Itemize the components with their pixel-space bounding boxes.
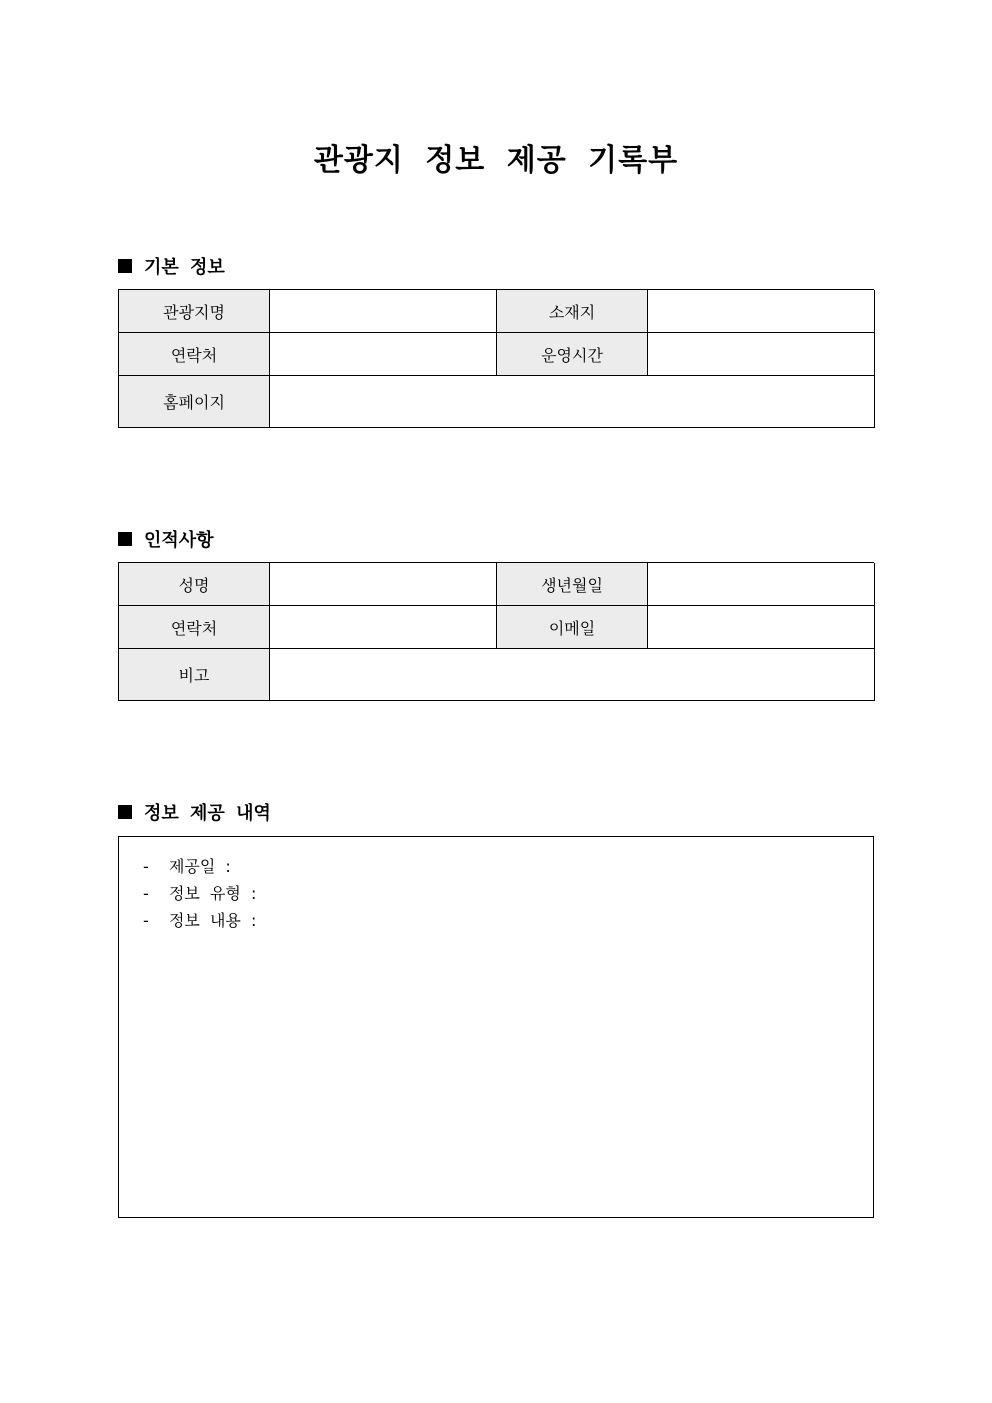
field-operating-hours[interactable] xyxy=(648,333,875,376)
section-heading-personal xyxy=(118,526,214,552)
field-contact[interactable] xyxy=(270,333,497,376)
section-heading-basic-text: 기본 정보 xyxy=(144,257,225,278)
square-bullet-icon xyxy=(118,805,132,819)
basic-info-table xyxy=(118,289,874,428)
details-line-provided-date: - 제공일 : xyxy=(143,857,231,876)
details-memo-box[interactable] xyxy=(118,836,874,1218)
section-heading-details xyxy=(118,799,271,825)
field-birth-date[interactable] xyxy=(648,563,875,606)
label-location: 소재지 xyxy=(497,290,648,333)
personal-info-table xyxy=(118,562,874,701)
field-attraction-name[interactable] xyxy=(270,290,497,333)
label-person-name: 성명 xyxy=(119,563,270,606)
label-birth-date: 생년월일 xyxy=(497,563,648,606)
details-line-info-content: - 정보 내용 : xyxy=(143,911,257,930)
field-person-name[interactable] xyxy=(270,563,497,606)
field-email[interactable] xyxy=(648,606,875,649)
details-line-info-type: - 정보 유형 : xyxy=(143,884,257,903)
label-attraction-name: 관광지명 xyxy=(119,290,270,333)
square-bullet-icon xyxy=(118,532,132,546)
field-person-contact[interactable] xyxy=(270,606,497,649)
field-location[interactable] xyxy=(648,290,875,333)
section-heading-details-text: 정보 제공 내역 xyxy=(144,803,271,824)
label-email: 이메일 xyxy=(497,606,648,649)
label-person-contact: 연락처 xyxy=(119,606,270,649)
field-homepage[interactable] xyxy=(270,376,875,428)
label-homepage: 홈페이지 xyxy=(119,376,270,428)
section-heading-basic xyxy=(118,253,225,279)
label-operating-hours: 운영시간 xyxy=(497,333,648,376)
label-note: 비고 xyxy=(119,649,270,701)
section-heading-personal-text: 인적사항 xyxy=(144,530,214,551)
label-contact: 연락처 xyxy=(119,333,270,376)
page-title: 관광지 정보 제공 기록부 xyxy=(313,143,679,178)
square-bullet-icon xyxy=(118,259,132,273)
field-note[interactable] xyxy=(270,649,875,701)
